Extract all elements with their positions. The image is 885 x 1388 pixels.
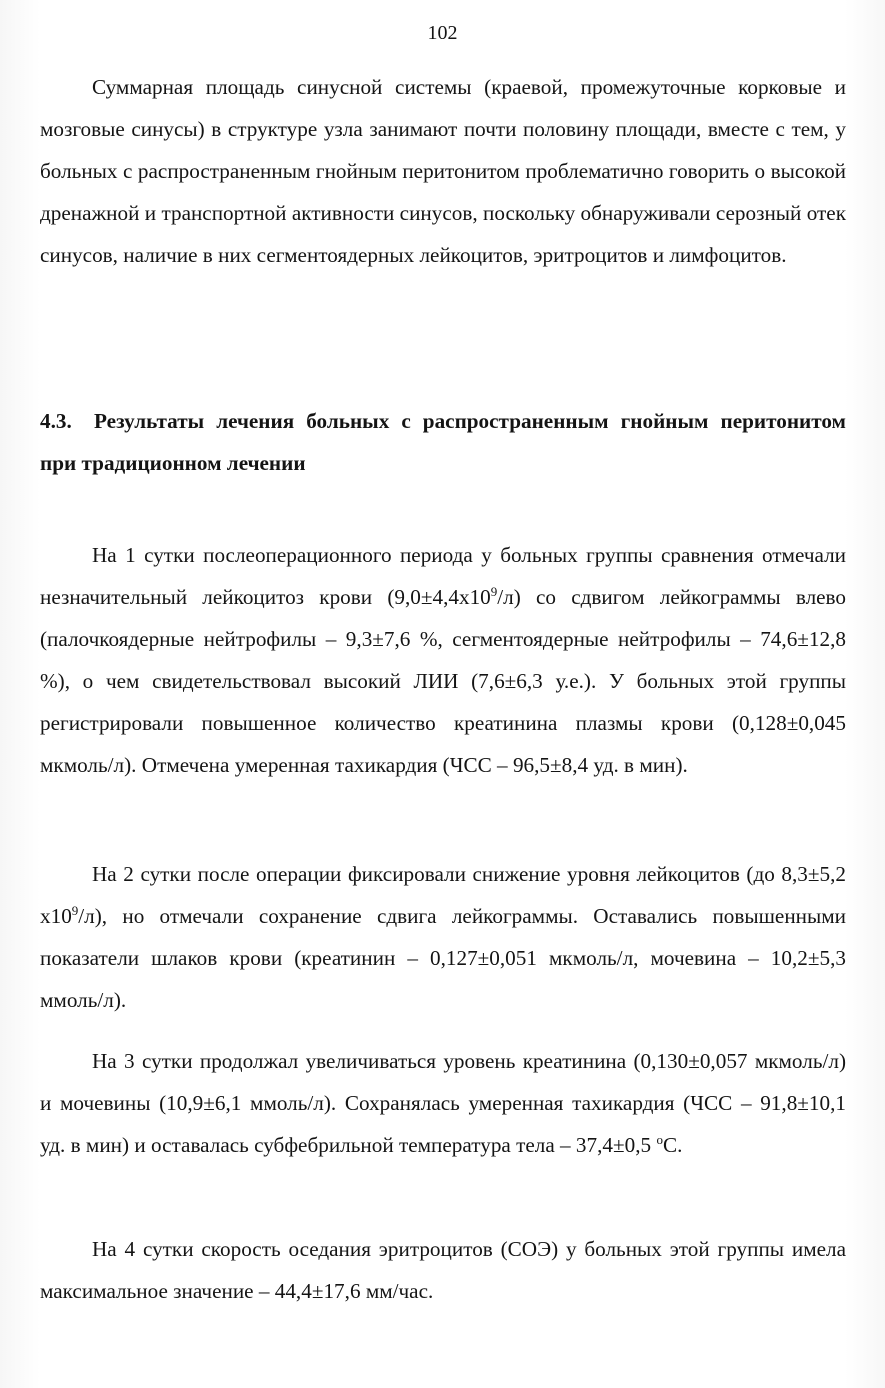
- page-number: 102: [427, 22, 458, 44]
- paragraph-day-2-text-b: /л), но отмечали сохранение сдвига лейкограммы. Оставались повышенными показатели шлаков крови (креатинин – 0,127±0,051 мкмоль/л, мочевина – 10,2±5,3 ммоль/л).: [40, 904, 846, 1012]
- paragraph-day-2: [40, 853, 846, 1021]
- paragraph-day-3: [40, 1040, 846, 1166]
- paragraph-day-1-text-a: На 1 сутки послеоперационного периода у больных группы сравнения отмечали незначительный лейкоцитоз крови (9,0±4,4х10: [40, 543, 846, 609]
- paragraph-day-1-exponent: 9: [490, 583, 498, 599]
- paragraph-day-1-text-b: /л) со сдвигом лейкограммы влево (палочкоядерные нейтрофилы – 9,3±7,6 %, сегментоядерные нейтрофилы – 74,6±12,8 %), о чем свидетельствовал высокий ЛИИ (7,6±6,3 у.е.). У больных этой группы регистрировали повышенное количество креатинина плазмы крови (0,128±0,045 мкмоль/л). Отмечена умеренная тахикардия (ЧСС – 96,5±8,4 уд. в мин).: [40, 585, 846, 777]
- paragraph-day-1: [40, 534, 846, 786]
- paragraph-sinus-system: Суммарная площадь синусной системы (краевой, промежуточные корковые и мозговые синусы) в структуре узла занимают почти половину площади, вместе с тем, у больных с распространенным гнойным перитонитом проблематично говорить о высокой дренажной и транспортной активности синусов, поскольку обнаруживали серозный отек синусов, наличие в них сегментоядерных лейкоцитов, эритроцитов и лимфоцитов.: [40, 75, 846, 267]
- section-heading: [40, 400, 846, 484]
- paragraph-day-4: На 4 сутки скорость оседания эритроцитов (СОЭ) у больных этой группы имела максимальное значение – 44,4±17,6 мм/час.: [40, 1237, 846, 1303]
- paragraph-day-3-text-b: С.: [662, 1133, 683, 1157]
- paragraph-day-2-text-a: На 2 сутки после операции фиксировали снижение уровня лейкоцитов (до 8,3±5,2 х10: [40, 862, 846, 928]
- paragraph-day-2-exponent: 9: [71, 902, 79, 918]
- section-number: 4.3.: [40, 409, 72, 433]
- section-title: Результаты лечения больных с распространенным гнойным перитонитом при традиционном лечении: [40, 409, 846, 475]
- degree-sign: о: [656, 1131, 663, 1147]
- paragraph-day-3-text-a: На 3 сутки продолжал увеличиваться уровень креатинина (0,130±0,057 мкмоль/л) и мочевины (10,9±6,1 ммоль/л). Сохранялась умеренная тахикардия (ЧСС – 91,8±10,1 уд. в мин) и оставалась субфебрильной температура тела – 37,4±0,5: [40, 1049, 846, 1157]
